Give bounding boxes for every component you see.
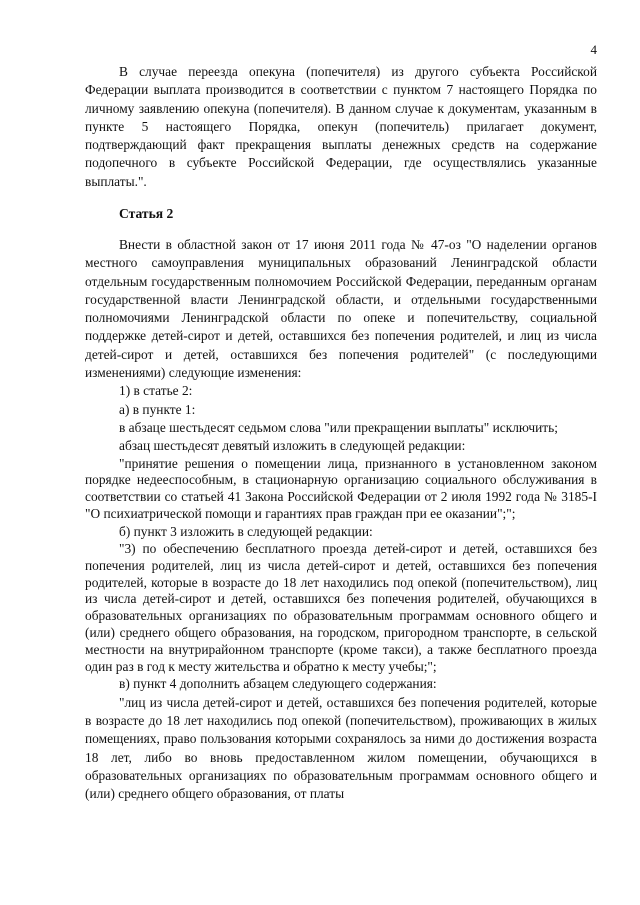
article-item: б) пункт 3 изложить в следующей редакции: (119, 523, 373, 539)
intro-paragraph: В случае переезда опекуна (попечителя) из другого субъекта Российской Федерации выплата производится в соответствии с пунктом 7 настоящего Порядка по личному заявлению опекуна (попечителя). В данном случае к документам, указанным в пункте 5 настоящего Порядка, опекун (попечитель) прилагает документ, подтверждающий факт прекращения выплаты денежных средств на содержание подопечного в субъекте Российской Федерации, где осуществлялись указанные выплаты.". (85, 64, 597, 189)
intro-paragraph-block (85, 63, 597, 191)
article-item: в абзаце шестьдесят седьмом слова "или прекращении выплаты" исключить; (119, 419, 558, 435)
article-item: в) пункт 4 дополнить абзацем следующего содержания: (119, 676, 437, 692)
article-lead-paragraph: Внести в областной закон от 17 июня 2011 года № 47-оз "О наделении органов местного самоуправления муниципальных образований Ленинградской области отдельным государственным полномочием Российской Федерации, переданным органам государственной власти Ленинградской области, и отдельными государственными полномочиями Ленинградской области по опеке и попечительству, социальной поддержке детей-сирот и детей, оставшихся без попечения родителей, и лиц из числа детей-сирот и детей, оставшихся без попечения родителей" (с последующими изменениями) следующие изменения: (85, 237, 597, 381)
article-item: "принятие решения о помещении лица, признанного в установленном законом порядке недееспособным, в стационарную организацию социального обслуживания в соответствии со статьей 41 Закона Российской Федерации от 2 июля 1992 года № 3185-I "О психиатрической помощи и гарантиях прав граждан при ее оказании";"; (85, 455, 597, 521)
article-item: 1) в статье 2: (119, 383, 193, 399)
article-item: а) в пункте 1: (119, 401, 196, 417)
article-item: "3) по обеспечению бесплатного проезда детей-сирот и детей, оставшихся без попечения родителей, лиц из числа детей-сирот и детей, оставшихся без попечения родителей, которые в возрасте до 18 лет находились под опекой (попечительством), лиц из числа детей-сирот и детей, оставшихся без попечения родителей, обучающихся в образовательных организациях по образовательным программам основного общего и (или) среднего общего образования, на городском, пригородном транспорте, в сельской местности на внутрирайонном транспорте (кроме такси), а также бесплатного проезда один раз в год к месту жительства и обратно к месту учебы;"; (85, 541, 597, 674)
page-number: 4 (590, 42, 597, 57)
article-item: "лиц из числа детей-сирот и детей, оставшихся без попечения родителей, которые в возрасте до 18 лет находились под опекой (попечительством), проживающих в жилых помещениях, право пользования которыми сохранялось за ними до достижения возраста 18 лет, либо во вновь предоставленном жилом помещении, обучающихся в образовательных организациях по образовательным программам основного общего и (или) среднего общего образования, от платы (85, 694, 597, 802)
article-body (85, 236, 597, 804)
article-heading: Статья 2 (119, 206, 174, 221)
article-item: абзац шестьдесят девятый изложить в следующей редакции: (119, 438, 466, 454)
